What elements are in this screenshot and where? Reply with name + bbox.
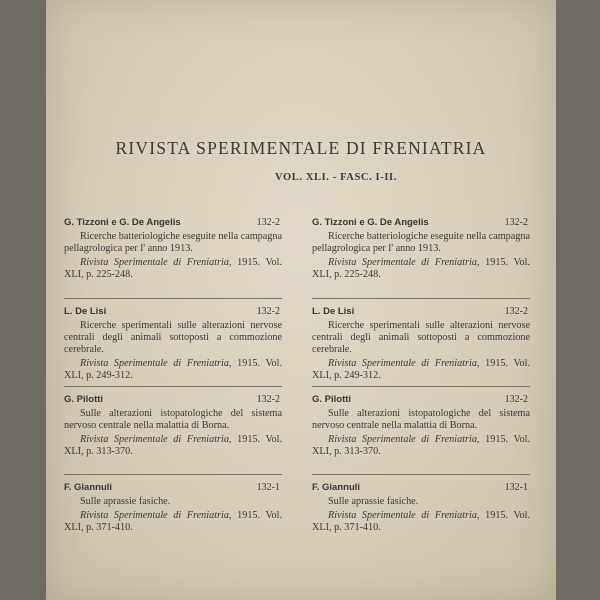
card-pages: Vol. XLI, p. 249-312. xyxy=(312,358,531,381)
card-citation xyxy=(312,358,530,382)
card-year: 1915. xyxy=(485,257,509,268)
card-pages: Vol. XLI, p. 371-410. xyxy=(64,510,283,533)
card-author: L. De Lisi xyxy=(312,306,355,317)
card-pages: Vol. XLI, p. 313-370. xyxy=(64,434,283,457)
index-card xyxy=(64,210,282,298)
card-year: 1915. xyxy=(237,510,261,521)
card-journal: Rivista Sperimentale di Freniatria, xyxy=(80,358,232,369)
card-journal: Rivista Sperimentale di Freniatria, xyxy=(80,434,232,445)
card-pages: Vol. XLI, p. 371-410. xyxy=(312,510,531,533)
card-journal: Rivista Sperimentale di Freniatria, xyxy=(328,257,480,268)
index-card xyxy=(312,298,530,386)
card-citation xyxy=(64,434,282,458)
card-year: 1915. xyxy=(485,358,509,369)
card-journal: Rivista Sperimentale di Freniatria, xyxy=(80,257,232,268)
volume-heading: VOL. XLI. - FASC. I-II. xyxy=(275,172,397,183)
card-year: 1915. xyxy=(485,510,509,521)
card-number: 132-2 xyxy=(256,217,280,228)
card-title: Ricerche batteriologiche eseguite nella campagna pellagrologica per l' anno 1913. xyxy=(312,231,530,254)
index-card xyxy=(64,298,282,386)
index-column-left xyxy=(64,210,282,562)
journal-title: RIVISTA SPERIMENTALE DI FRENIATRIA xyxy=(115,138,487,158)
card-journal: Rivista Sperimentale di Freniatria, xyxy=(328,434,480,445)
card-year: 1915. xyxy=(237,358,261,369)
card-pages: Vol. XLI, p. 249-312. xyxy=(64,358,283,381)
card-citation xyxy=(64,510,282,534)
card-number: 132-2 xyxy=(504,306,528,317)
card-journal: Rivista Sperimentale di Freniatria, xyxy=(328,358,480,369)
index-card xyxy=(312,474,530,562)
card-title: Sulle aprassie fasiche. xyxy=(328,496,419,507)
card-number: 132-1 xyxy=(504,482,528,493)
card-pages: Vol. XLI, p. 225-248. xyxy=(64,257,283,280)
card-number: 132-2 xyxy=(504,394,528,405)
card-year: 1915. xyxy=(237,257,261,268)
index-card xyxy=(312,210,530,298)
index-column-right xyxy=(312,210,530,562)
document-page xyxy=(46,0,556,600)
card-citation xyxy=(64,257,282,281)
card-author: F. Giannuli xyxy=(312,482,361,493)
card-title: Ricerche sperimentali sulle alterazioni nervose centrali degli animali sottoposti a commozione cerebrale. xyxy=(312,320,530,355)
card-title: Sulle alterazioni istopatologiche del sistema nervoso centrale nella malattia di Borna. xyxy=(64,408,282,431)
index-card xyxy=(64,386,282,474)
card-citation xyxy=(312,434,530,458)
index-card xyxy=(64,474,282,562)
card-number: 132-1 xyxy=(256,482,280,493)
card-author: L. De Lisi xyxy=(64,306,107,317)
card-year: 1915. xyxy=(237,434,261,445)
card-author: G. Tizzoni e G. De Angelis xyxy=(64,217,181,228)
card-author: F. Giannuli xyxy=(64,482,113,493)
card-journal: Rivista Sperimentale di Freniatria, xyxy=(328,510,480,521)
card-number: 132-2 xyxy=(504,217,528,228)
index-card xyxy=(312,386,530,474)
card-author: G. Pilotti xyxy=(64,394,104,405)
card-citation xyxy=(64,358,282,382)
card-citation xyxy=(312,510,530,534)
card-author: G. Pilotti xyxy=(312,394,352,405)
card-author: G. Tizzoni e G. De Angelis xyxy=(312,217,429,228)
card-title: Sulle aprassie fasiche. xyxy=(80,496,171,507)
card-title: Ricerche batteriologiche eseguite nella campagna pellagrologica per l' anno 1913. xyxy=(64,231,282,254)
card-citation xyxy=(312,257,530,281)
card-pages: Vol. XLI, p. 225-248. xyxy=(312,257,531,280)
card-year: 1915. xyxy=(485,434,509,445)
card-title: Ricerche sperimentali sulle alterazioni nervose centrali degli animali sottoposti a commozione cerebrale. xyxy=(64,320,282,355)
card-title: Sulle alterazioni istopatologiche del sistema nervoso centrale nella malattia di Borna. xyxy=(312,408,530,431)
card-pages: Vol. XLI, p. 313-370. xyxy=(312,434,531,457)
card-number: 132-2 xyxy=(256,306,280,317)
card-number: 132-2 xyxy=(256,394,280,405)
card-journal: Rivista Sperimentale di Freniatria, xyxy=(80,510,232,521)
